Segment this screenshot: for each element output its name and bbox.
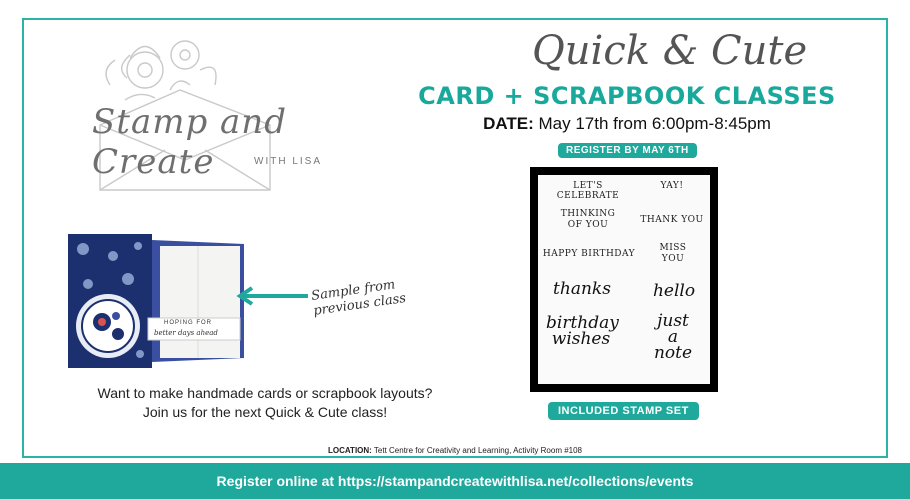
sample-card-illustration [68,234,244,368]
logo-with-text: WITH LISA [254,156,323,167]
stamp-script: birthday wishes [546,313,619,349]
stamp-item: THANK YOU [640,215,704,225]
question-line-1: Want to make handmade cards or scrapbook layouts? [97,385,433,401]
sample-card-photo [68,234,244,368]
included-stamp-set-badge: INCLUDED STAMP SET [548,402,699,420]
register-deadline-badge: REGISTER BY MAY 6TH [558,143,697,158]
register-online-link[interactable]: Register online at https://stampandcreatewithlisa.net/collections/events [216,473,694,489]
sample-caption: Sample from previous class [310,277,407,319]
brand-logo [70,30,350,200]
card-text-top: HOPING FOR [164,320,213,326]
stamp-script: hello [652,281,696,301]
location-text [22,446,888,455]
question-line-2: Join us for the next Quick & Cute class! [142,404,388,420]
event-date [404,114,850,134]
quick-and-cute-title: Quick & Cute [532,28,808,74]
classes-headline: CARD + SCRAPBOOK CLASSES [418,82,836,110]
stamp-item: THINKING OF YOU [560,209,616,230]
stamp-item: LET'S CELEBRATE [556,181,620,201]
logo-script-text: Stamp and Create [92,102,287,182]
arrow-left-icon [234,286,310,306]
stamp-script: thanks [553,279,611,299]
stamp-set-image [530,167,718,392]
footer-banner [0,463,910,499]
location-label: LOCATION: [327,446,372,455]
stamp-item: HAPPY BIRTHDAY [542,249,636,259]
stamp-item: YAY! [660,181,684,191]
stamp-item: MISS YOU [659,243,687,264]
date-label: DATE: [483,114,534,133]
date-value: May 17th from 6:00pm-8:45pm [538,114,771,133]
location-value: Tett Centre for Creativity and Learning, Activity Room #108 [373,446,583,455]
stamp-script: just a note [653,311,693,363]
card-text-bottom: better days ahead [154,329,218,337]
